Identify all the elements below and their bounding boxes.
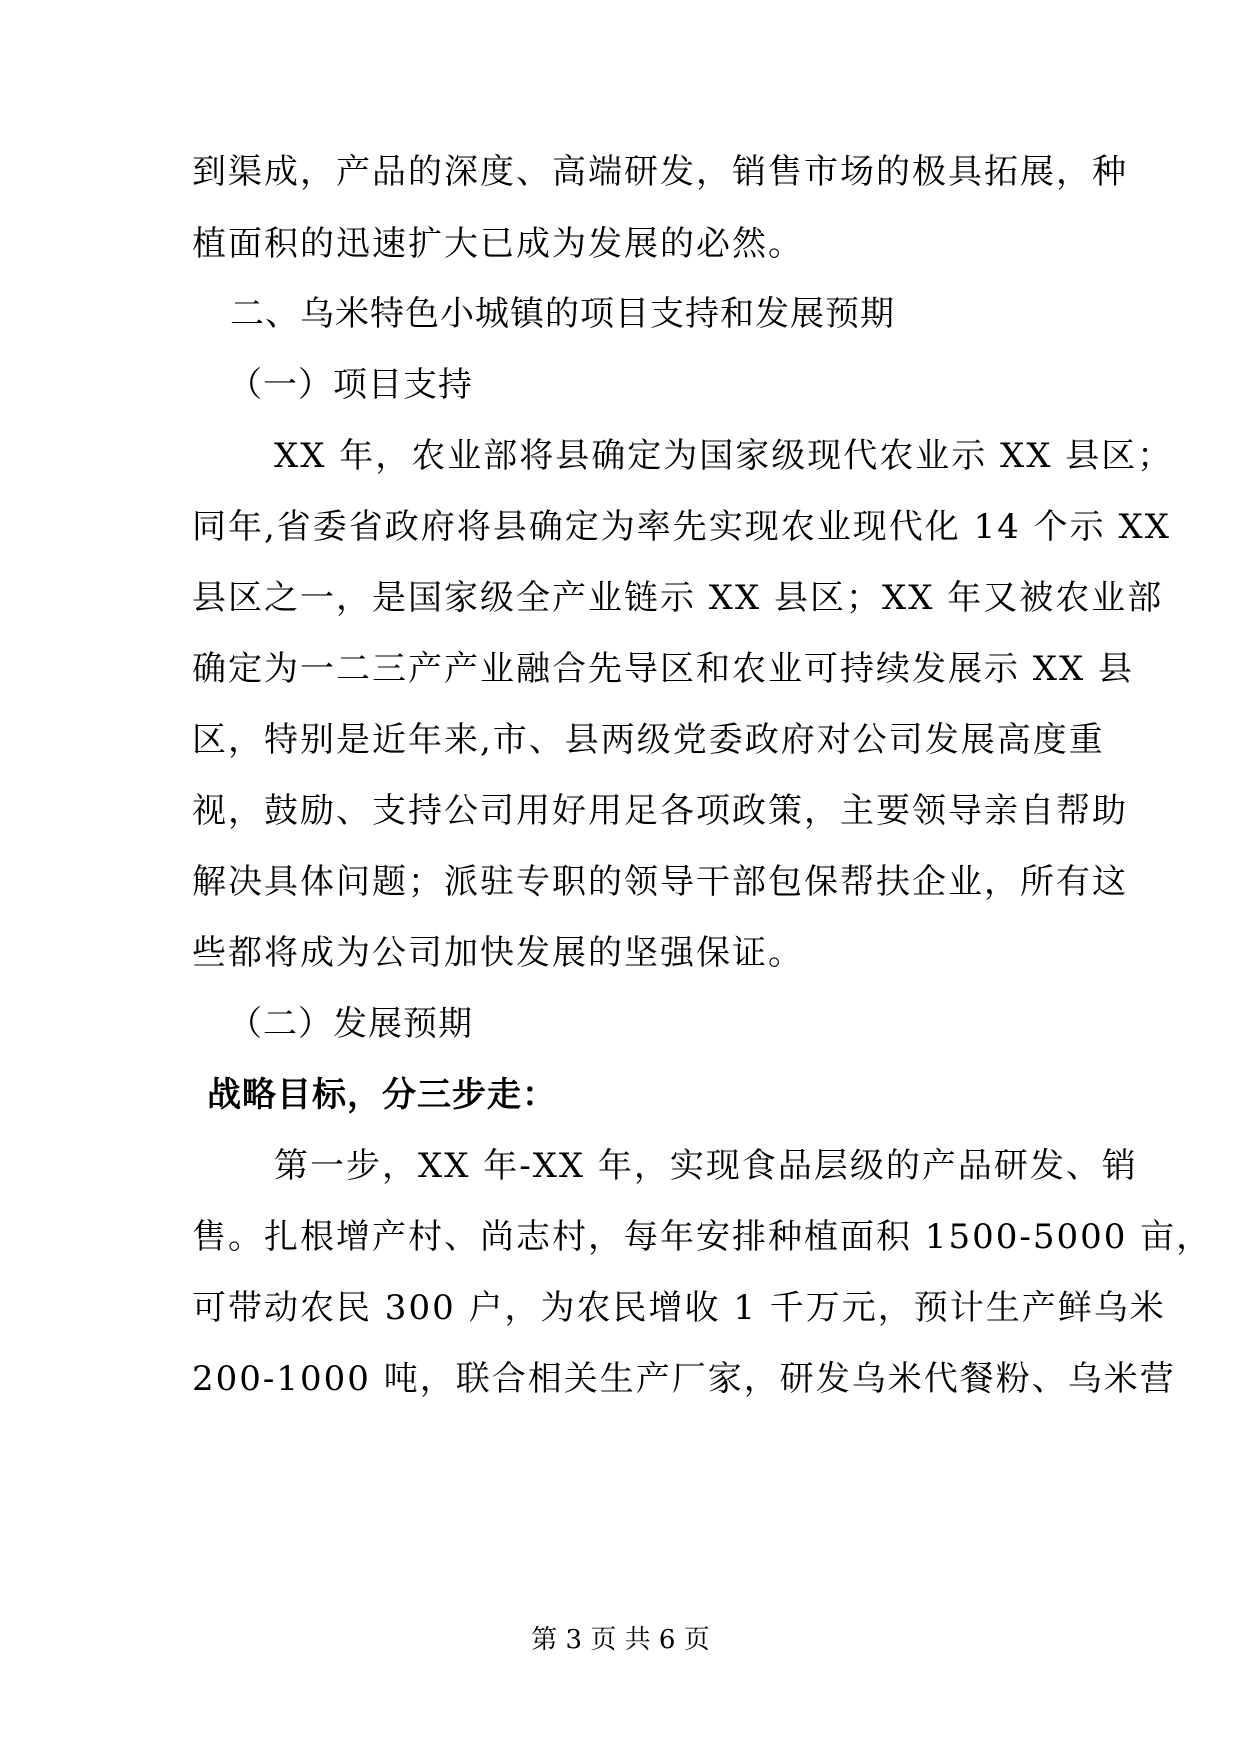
paragraph-line: 县区之一，是国家级全产业链示 XX 县区；XX 年又被农业部 [192, 578, 1164, 618]
paragraph-line: 区，特别是近年来,市、县两级党委政府对公司发展高度重 [192, 720, 1105, 760]
paragraph-line: 第一步，XX 年-XX 年，实现食品层级的产品研发、销 [274, 1146, 1138, 1186]
strategy-heading: 战略目标，分三步走： [207, 1075, 557, 1115]
paragraph-line: 200-1000 吨，联合相关生产厂家，研发乌米代餐粉、乌米营 [192, 1359, 1176, 1399]
page-number-footer: 第 3 页 共 6 页 [531, 1625, 710, 1655]
paragraph-line: 植面积的迅速扩大已成为发展的必然。 [192, 224, 804, 264]
section-heading: 二、乌米特色小城镇的项目支持和发展预期 [230, 294, 895, 334]
paragraph-line: 视，鼓励、支持公司用好用足各项政策，主要领导亲自帮助 [192, 791, 1128, 831]
subsection-heading: （二）发展预期 [228, 1004, 473, 1044]
paragraph-line: XX 年，农业部将县确定为国家级现代农业示 XX 县区； [274, 436, 1174, 476]
subsection-heading: （一）项目支持 [228, 365, 473, 405]
paragraph-line: 到渠成，产品的深度、高端研发，销售市场的极具拓展，种 [192, 152, 1128, 192]
paragraph-line: 售。扎根增产村、尚志村，每年安排种植面积 1500-5000 亩， [192, 1217, 1213, 1257]
paragraph-line: 同年,省委省政府将县确定为率先实现农业现代化 14 个示 XX [192, 507, 1171, 547]
paragraph-line: 些都将成为公司加快发展的坚强保证。 [192, 933, 804, 973]
paragraph-line: 确定为一二三产产业融合先导区和农业可持续发展示 XX 县 [192, 649, 1135, 689]
paragraph-line: 解决具体问题；派驻专职的领导干部包保帮扶企业，所有这 [192, 862, 1128, 902]
paragraph-line: 可带动农民 300 户，为农民增收 1 千万元，预计生产鲜乌米 [192, 1288, 1166, 1328]
